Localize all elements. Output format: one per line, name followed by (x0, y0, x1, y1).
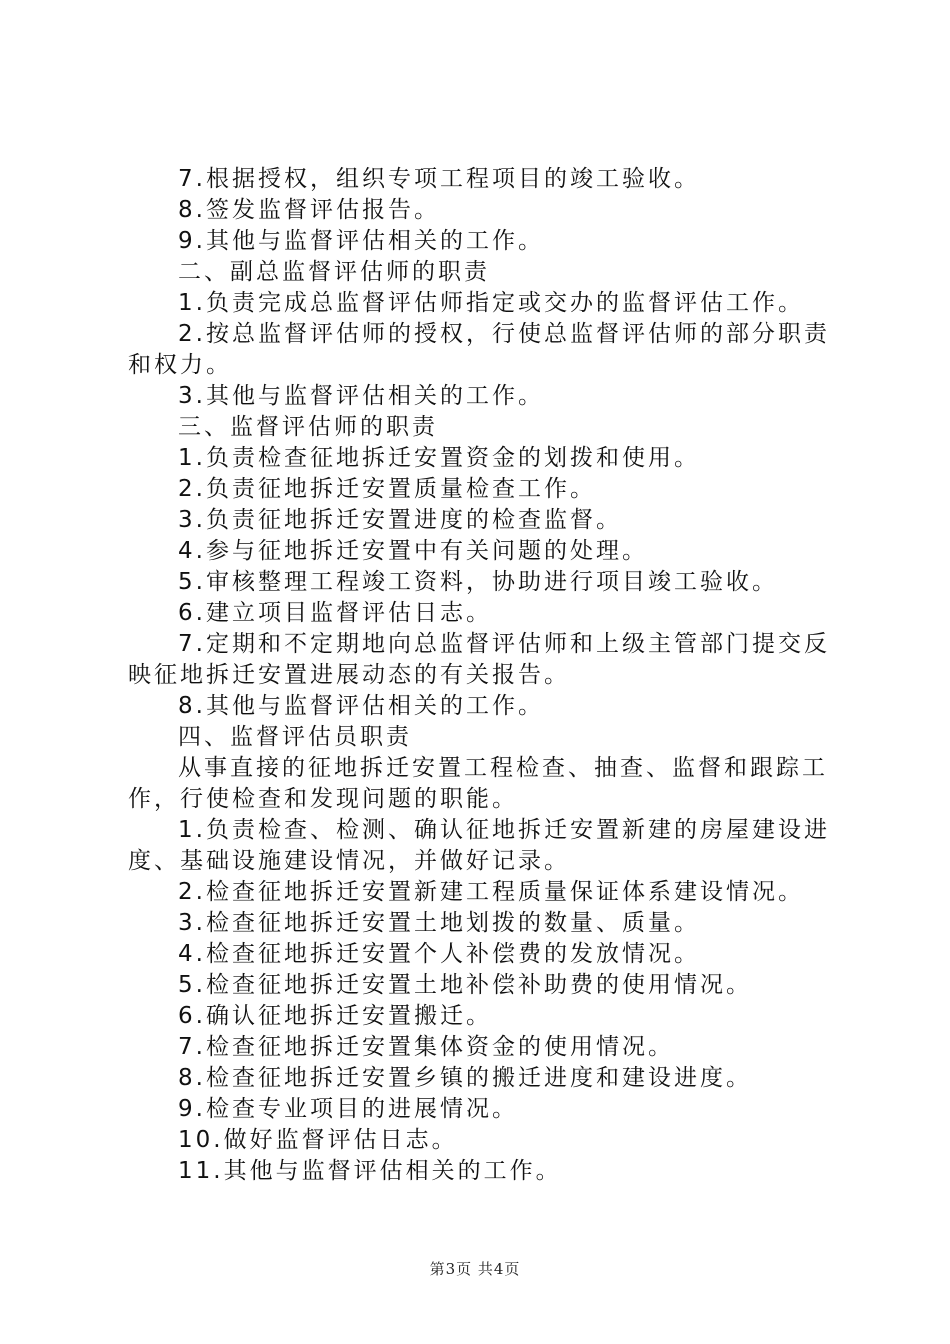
paragraph-line: 度、基础设施建设情况，并做好记录。 (128, 848, 570, 874)
paragraph-line: 8.其他与监督评估相关的工作。 (178, 693, 544, 719)
paragraph-line: 四、监督评估员职责 (178, 724, 412, 750)
document-body (128, 164, 830, 1187)
paragraph-line: 3.其他与监督评估相关的工作。 (178, 383, 544, 409)
paragraph-line: 映征地拆迁安置进展动态的有关报告。 (128, 662, 570, 688)
paragraph-line: 2.检查征地拆迁安置新建工程质量保证体系建设情况。 (178, 879, 804, 905)
paragraph-line: 6.建立项目监督评估日志。 (178, 600, 492, 626)
paragraph-line: 6.确认征地拆迁安置搬迁。 (178, 1003, 492, 1029)
paragraph-line: 8.检查征地拆迁安置乡镇的搬迁进度和建设进度。 (178, 1065, 752, 1091)
paragraph-line: 和权力。 (128, 352, 232, 378)
paragraph-line: 5.检查征地拆迁安置土地补偿补助费的使用情况。 (178, 972, 752, 998)
paragraph-line: 4.参与征地拆迁安置中有关问题的处理。 (178, 538, 648, 564)
page-footer: 第3页 共4页 (429, 1260, 521, 1278)
paragraph-line: 2.负责征地拆迁安置质量检查工作。 (178, 476, 596, 502)
paragraph-line: 3.负责征地拆迁安置进度的检查监督。 (178, 507, 622, 533)
paragraph-line: 1.负责完成总监督评估师指定或交办的监督评估工作。 (178, 290, 804, 316)
paragraph-line: 7.根据授权，组织专项工程项目的竣工验收。 (178, 166, 700, 192)
paragraph-line: 1.负责检查、检测、确认征地拆迁安置新建的房屋建设进 (178, 817, 830, 843)
paragraph-line: 5.审核整理工程竣工资料，协助进行项目竣工验收。 (178, 569, 778, 595)
paragraph-line: 2.按总监督评估师的授权，行使总监督评估师的部分职责 (178, 321, 830, 347)
paragraph-line: 7.定期和不定期地向总监督评估师和上级主管部门提交反 (178, 631, 830, 657)
paragraph-line: 3.检查征地拆迁安置土地划拨的数量、质量。 (178, 910, 700, 936)
paragraph-line: 10.做好监督评估日志。 (178, 1127, 458, 1153)
paragraph-line: 1.负责检查征地拆迁安置资金的划拨和使用。 (178, 445, 700, 471)
paragraph-line: 作，行使检查和发现问题的职能。 (128, 786, 518, 812)
paragraph-line: 8.签发监督评估报告。 (178, 197, 440, 223)
paragraph-line: 9.其他与监督评估相关的工作。 (178, 228, 544, 254)
paragraph-line: 11.其他与监督评估相关的工作。 (178, 1158, 562, 1184)
paragraph-line: 二、副总监督评估师的职责 (178, 259, 490, 285)
paragraph-line: 三、监督评估师的职责 (178, 414, 438, 440)
paragraph-line: 从事直接的征地拆迁安置工程检查、抽查、监督和跟踪工 (178, 755, 828, 781)
paragraph-line: 4.检查征地拆迁安置个人补偿费的发放情况。 (178, 941, 700, 967)
paragraph-line: 9.检查专业项目的进展情况。 (178, 1096, 518, 1122)
paragraph-line: 7.检查征地拆迁安置集体资金的使用情况。 (178, 1034, 674, 1060)
